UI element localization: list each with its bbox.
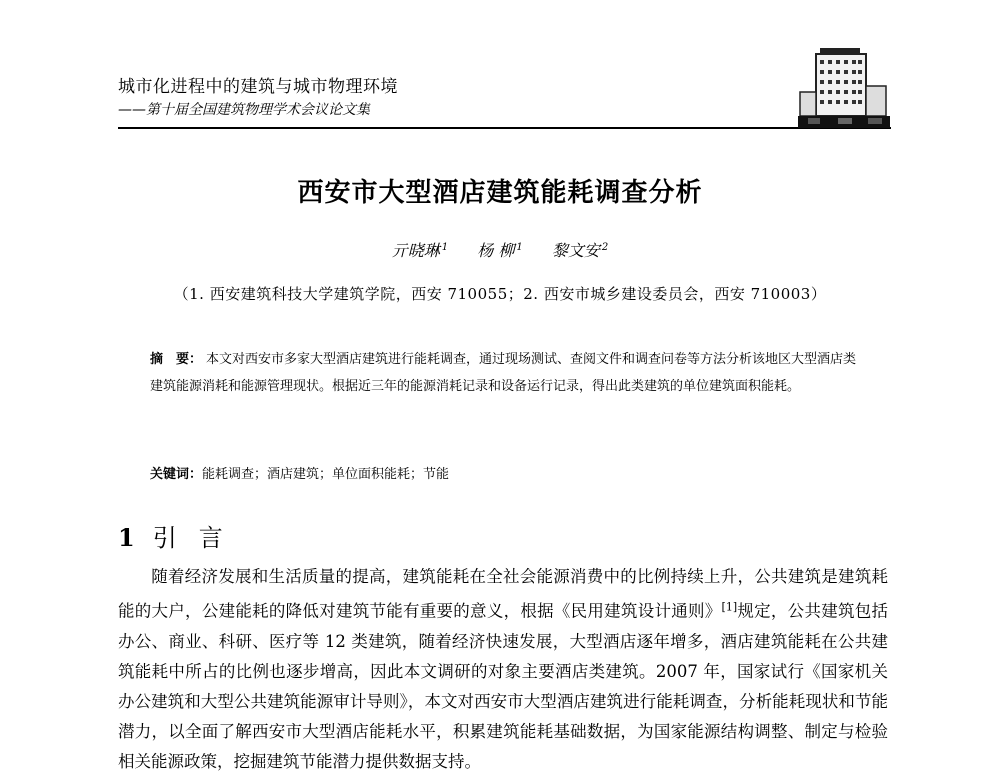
author	[552, 241, 608, 260]
author-name: 亓晓琳	[391, 241, 440, 260]
conference-subtitle: ——第十届全国建筑物理学术会议论文集	[118, 102, 370, 118]
keywords-text: 能耗调查；酒店建筑；单位面积能耗；节能	[202, 467, 450, 482]
conference-title: 城市化进程中的建筑与城市物理环境	[118, 77, 398, 97]
keywords	[150, 463, 449, 482]
author	[477, 241, 522, 260]
author-affiliation-mark: 1	[516, 241, 523, 253]
section-number: 1	[118, 523, 135, 552]
running-header	[118, 76, 398, 120]
section-title: 引言	[152, 524, 245, 552]
author-affiliation-mark: 1	[441, 241, 449, 253]
affiliation: （1. 西安建筑科技大学建筑学院，西安 710055；2. 西安市城乡建设委员会，西安 710003）	[173, 285, 827, 303]
paragraph-text: 随着经济发展和生活质量的提高，建筑能耗在全社会能源消费中的比例持续上升，公共建筑是建筑耗能的大户，公建能耗的降低对建筑节能有重要的意义，根据《民用建筑设计通则》	[118, 567, 888, 621]
paragraph-text: 规定，公共建筑包括办公、商业、科研、医疗等 12 类建筑，随着经济快速发展，大型酒店逐年增多，酒店建筑能耗在公共建筑能耗中所占的比例也逐步增高，因此本文调研的对象主要酒店类建筑。2007 年，国家试行《国家机关办公建筑和大型公共建筑能源审计导则》，本文对西安市大型酒店建筑进行能耗调查，分析能耗现状和节能潜力，以全面了解西安市大型酒店能耗水平，积累建筑能耗基础数据，为国家能源结构调整、制定与检验相关能源政策，挖掘建筑节能潜力提供数据支持。	[118, 601, 889, 771]
abstract-label: 摘 要：	[150, 352, 203, 367]
author-name: 杨 柳	[477, 241, 515, 260]
citation-ref[interactable]: [1]	[721, 600, 738, 613]
paper-title: 西安市大型酒店建筑能耗调查分析	[297, 178, 703, 208]
author-affiliation-mark: 2	[601, 241, 609, 253]
author	[392, 241, 448, 260]
author-list	[0, 238, 1000, 261]
keywords-label: 关键词：	[150, 467, 203, 482]
author-name: 黎文安	[551, 241, 600, 260]
section-heading	[118, 518, 245, 553]
body-paragraph	[118, 562, 888, 777]
building-photo-icon	[798, 46, 890, 128]
header-rule	[118, 127, 891, 129]
abstract-text: 本文对西安市多家大型酒店建筑进行能耗调查，通过现场测试、查阅文件和调查问卷等方法分析该地区大型酒店类建筑能源消耗和能源管理现状。根据近三年的能源消耗记录和设备运行记录，得出此类建筑的单位建筑面积能耗。	[150, 352, 857, 394]
abstract	[150, 346, 862, 400]
